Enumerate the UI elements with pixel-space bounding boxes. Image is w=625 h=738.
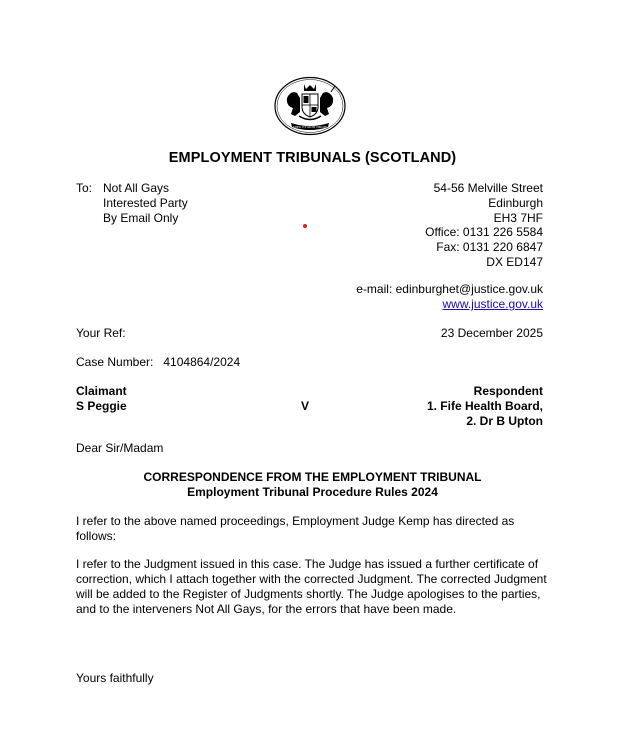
heading-line-1: CORRESPONDENCE FROM THE EMPLOYMENT TRIBUNAL	[143, 470, 482, 484]
address-postcode: EH3 7HF	[493, 210, 543, 225]
address-street: 54-56 Melville Street	[433, 181, 543, 195]
case-number-value: 4104864/2024	[163, 355, 241, 369]
your-ref-label: Your Ref:	[76, 326, 126, 340]
closing: Yours faithfully	[76, 671, 154, 685]
respondent-label: Respondent	[473, 384, 543, 398]
recipient-label: To:	[76, 181, 93, 195]
email-line: e-mail: edinburghet@justice.gov.uk	[356, 282, 543, 296]
website-link[interactable]: www.justice.gov.uk	[442, 297, 543, 311]
respondent-1: 1. Fife Health Board,	[426, 399, 543, 413]
recipient-block	[103, 181, 188, 226]
letter-heading	[0, 470, 625, 500]
claimant-label: Claimant	[76, 384, 127, 398]
salutation: Dear Sir/Madam	[76, 441, 164, 455]
royal-crest-logo	[273, 76, 347, 136]
body-paragraph-1: I refer to the above named proceedings, Employment Judge Kemp has directed as follows:	[76, 514, 515, 543]
claimant-block	[76, 384, 127, 414]
svg-text:DIEU ET MON DROIT: DIEU ET MON DROIT	[292, 125, 328, 129]
page-title: EMPLOYMENT TRIBUNALS (SCOTLAND)	[168, 150, 457, 166]
recipient-delivery: By Email Only	[103, 211, 179, 225]
versus-label: V	[301, 399, 310, 413]
red-marker-dot	[303, 224, 307, 228]
letter-date: 23 December 2025	[440, 326, 543, 340]
contact-block	[356, 282, 543, 312]
respondent-2: 2. Dr B Upton	[466, 414, 543, 428]
case-number-row	[76, 355, 240, 369]
recipient-name: Not All Gays	[103, 181, 170, 195]
respondent-block	[427, 384, 543, 429]
address-city: Edinburgh	[488, 195, 543, 210]
address-office-phone: Office: 0131 226 5584	[425, 225, 543, 240]
body-paragraph-2: I refer to the Judgment issued in this case. The Judge has issued a further certificate of correction, which I attach together with the corrected Judgment. The corrected Judgment will be added to the Register of Judgments shortly. The Judge apologises to the parties, and to the interveners Not All Gays, for the errors that have been made.	[76, 557, 547, 616]
address-dx: DX ED147	[486, 254, 543, 269]
case-number-label: Case Number:	[76, 355, 154, 369]
tribunal-address	[425, 181, 543, 270]
heading-line-2: Employment Tribunal Procedure Rules 2024	[187, 485, 438, 499]
claimant-name: S Peggie	[76, 399, 127, 413]
address-fax: Fax: 0131 220 6847	[436, 240, 543, 255]
recipient-role: Interested Party	[103, 196, 188, 210]
